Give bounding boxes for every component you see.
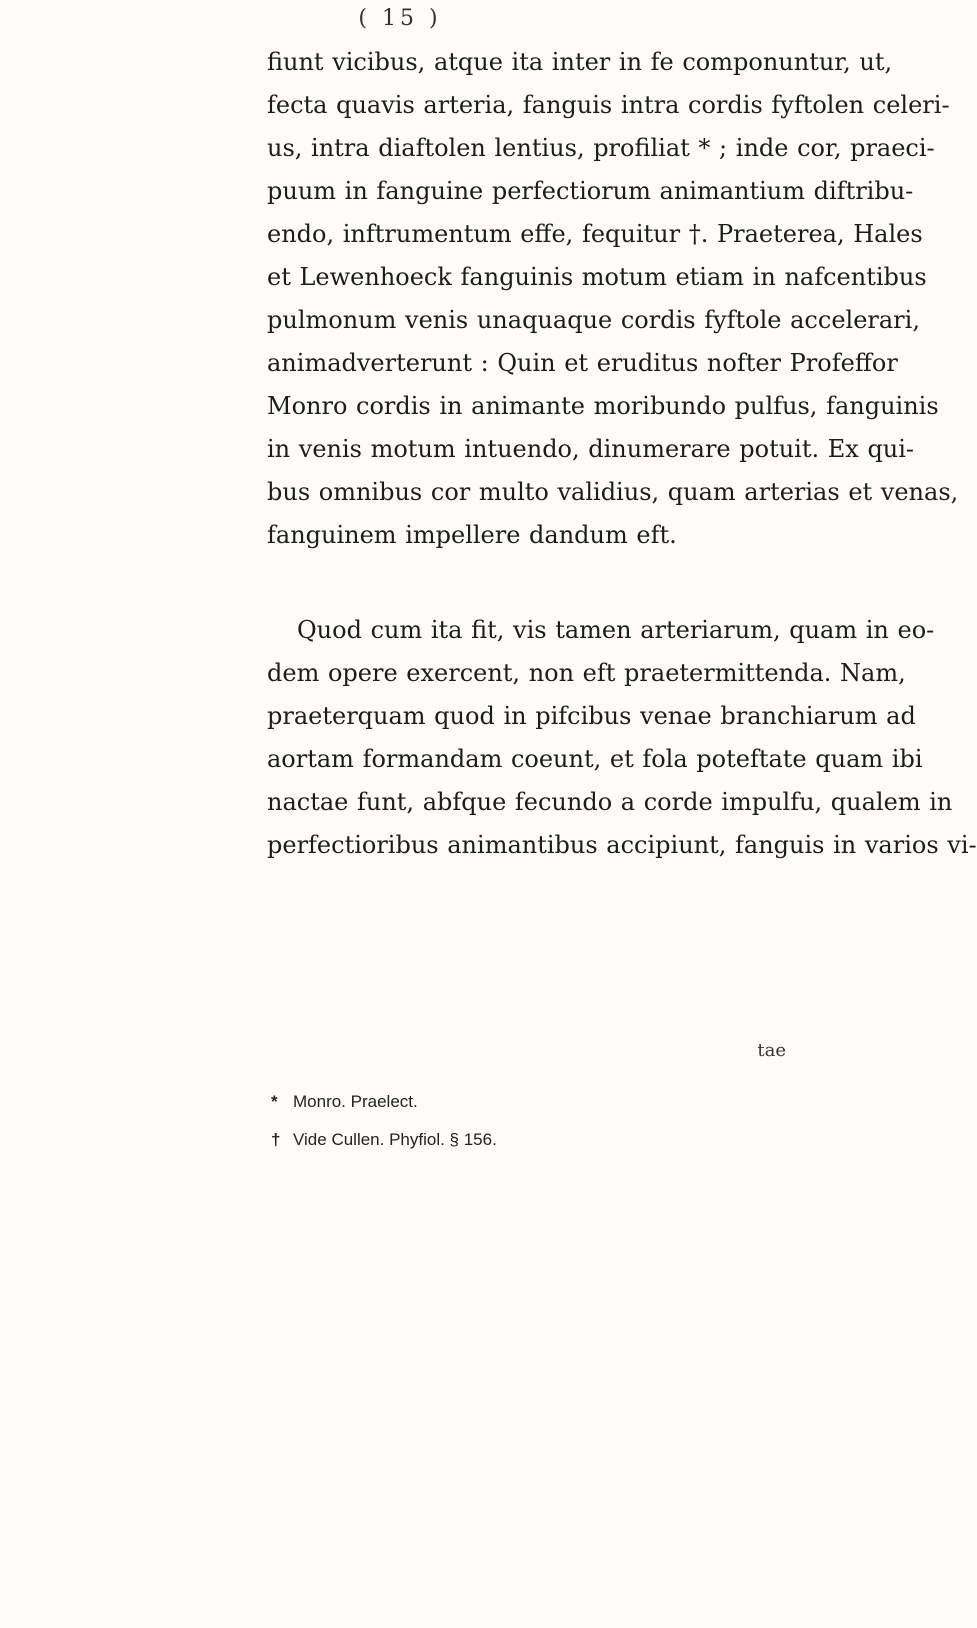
text-line: praeterquam quod in pifcibus venae branchiarum ad: [267, 702, 916, 730]
text-line: in venis motum intuendo, dinumerare potuit. Ex qui-: [267, 435, 915, 463]
text-line: dem opere exercent, non eft praetermittenda. Nam,: [267, 659, 906, 687]
catchword: tae: [757, 1040, 786, 1061]
text-line: us, intra diaftolen lentius, profiliat * ; inde cor, praeci-: [267, 134, 935, 162]
footnote: [271, 1092, 791, 1130]
text-line: pulmonum venis unaquaque cordis fyftole accelerari,: [267, 306, 920, 334]
footnote-text: Vide Cullen. Phyfiol. § 156.: [293, 1130, 497, 1149]
footnote-mark: †: [271, 1130, 281, 1149]
text-line: Quod cum ita fit, vis tamen arteriarum, quam in eo-: [297, 616, 935, 644]
text-line: aortam formandam coeunt, et fola poteftate quam ibi: [267, 745, 923, 773]
text-line: et Lewenhoeck fanguinis motum etiam in nafcentibus: [267, 263, 927, 291]
footnote-mark: *: [271, 1092, 278, 1111]
text-line: puum in fanguine perfectiorum animantium diftribu-: [267, 177, 914, 205]
text-line: fecta quavis arteria, fanguis intra cordis fyftolen celeri-: [267, 91, 950, 119]
text-line: perfectioribus animantibus accipiunt, fanguis in varios vi-: [267, 831, 977, 859]
footnote-text: Monro. Praelect.: [293, 1092, 418, 1111]
footnotes: [271, 1092, 791, 1168]
footnote: [271, 1130, 791, 1168]
text-line: fanguinem impellere dandum eft.: [267, 521, 677, 549]
text-line: fiunt vicibus, atque ita inter in fe componuntur, ut,: [267, 48, 893, 76]
body-text: [267, 48, 977, 876]
text-line: nactae funt, abfque fecundo a corde impulfu, qualem in: [267, 788, 953, 816]
text-line: bus omnibus cor multo validius, quam arterias et venas,: [267, 478, 959, 506]
text-line: Monro cordis in animante moribundo pulfus, fanguinis: [267, 392, 939, 420]
page-number: ( 15 ): [358, 6, 442, 31]
paragraph-gap: [267, 566, 792, 618]
text-line: endo, inftrumentum effe, fequitur †. Praeterea, Hales: [267, 220, 923, 248]
text-line: animadverterunt : Quin et eruditus nofter Profeffor: [267, 349, 898, 377]
